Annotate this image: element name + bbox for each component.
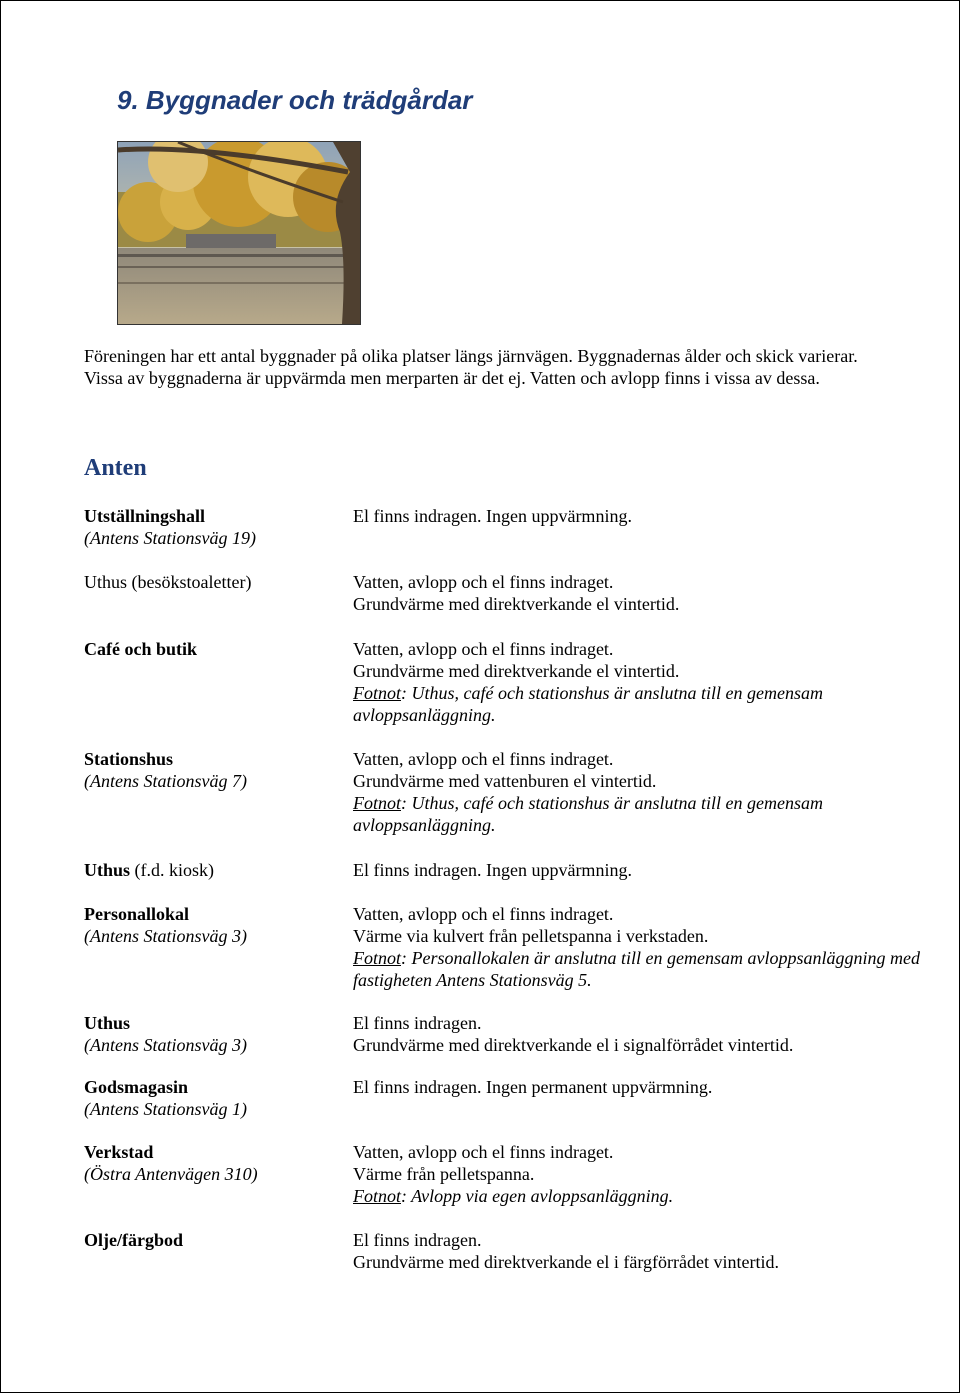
building-info: Grundvärme med vattenburen el vintertid. — [353, 771, 657, 791]
building-info: Vatten, avlopp och el finns indraget. — [353, 639, 614, 659]
building-name: Godsmagasin — [84, 1077, 189, 1097]
building-info: El finns indragen. — [353, 1013, 482, 1033]
footnote-label: Fotnot — [353, 1186, 401, 1206]
building-info: Vatten, avlopp och el finns indraget. — [353, 749, 614, 769]
building-address: (Antens Stationsväg 3) — [84, 926, 247, 946]
photo-autumn-tree-railway — [117, 141, 361, 325]
building-name: Olje/färgbod — [84, 1230, 183, 1250]
building-name: Uthus (besökstoaletter) — [84, 572, 252, 592]
building-info: Vatten, avlopp och el finns indraget. — [353, 904, 614, 924]
building-info: Grundvärme med direktverkande el vintertid. — [353, 661, 680, 681]
building-info: El finns indragen. Ingen uppvärmning. — [353, 860, 632, 880]
building-name: Personallokal — [84, 904, 190, 924]
building-name: Verkstad — [84, 1142, 154, 1162]
building-footnote — [353, 792, 943, 836]
footnote-label: Fotnot — [353, 793, 401, 813]
building-name: Uthus (f.d. kiosk) — [84, 860, 215, 880]
building-name: Uthus — [84, 1013, 131, 1033]
section-heading-anten: Anten — [84, 455, 147, 481]
building-address: (Antens Stationsväg 3) — [84, 1035, 247, 1055]
intro-paragraph: Föreningen har ett antal byggnader på olika platser längs järnvägen. Byggnadernas ålder och skick varierar. Vissa av byggnaderna är uppvärmda men merparten är det ej. Vatten och avlopp finns i vissa av dessa. — [84, 346, 858, 388]
building-footnote — [353, 1185, 943, 1207]
footnote-label: Fotnot — [353, 683, 401, 703]
building-info: Grundvärme med direktverkande el i signalförrådet vintertid. — [353, 1035, 794, 1055]
building-info: El finns indragen. Ingen uppvärmning. — [353, 506, 632, 526]
building-info: El finns indragen. — [353, 1230, 482, 1250]
building-address: (Östra Antenvägen 310) — [84, 1164, 258, 1184]
building-info: El finns indragen. Ingen permanent uppvärmning. — [353, 1077, 713, 1097]
building-name: Utställningshall — [84, 506, 206, 526]
building-address: (Antens Stationsväg 7) — [84, 771, 247, 791]
building-address: (Antens Stationsväg 1) — [84, 1099, 247, 1119]
building-name: Café och butik — [84, 639, 198, 659]
footnote-label: Fotnot — [353, 948, 401, 968]
building-address: (Antens Stationsväg 19) — [84, 528, 256, 548]
building-info: Vatten, avlopp och el finns indraget. — [353, 1142, 614, 1162]
building-footnote — [353, 682, 943, 726]
building-info: Värme från pelletspanna. — [353, 1164, 535, 1184]
building-name: Stationshus — [84, 749, 174, 769]
footnote-text: : Personallokalen är anslutna till en gemensam avloppsanläggning med fastigheten Antens Stationsväg 5. — [353, 948, 920, 990]
footnote-text: : Uthus, café och stationshus är anslutna till en gemensam avloppsanläggning. — [353, 793, 823, 835]
footnote-text: : Avlopp via egen avloppsanläggning. — [401, 1186, 674, 1206]
building-info: Grundvärme med direktverkande el vintertid. — [353, 594, 680, 614]
building-info: Värme via kulvert från pelletspanna i verkstaden. — [353, 926, 709, 946]
building-info: Grundvärme med direktverkande el i färgförrådet vintertid. — [353, 1252, 779, 1272]
building-info: Vatten, avlopp och el finns indraget. — [353, 572, 614, 592]
page-title: 9. Byggnader och trädgårdar — [117, 85, 473, 115]
building-footnote — [353, 947, 943, 991]
footnote-text: : Uthus, café och stationshus är anslutna till en gemensam avloppsanläggning. — [353, 683, 823, 725]
